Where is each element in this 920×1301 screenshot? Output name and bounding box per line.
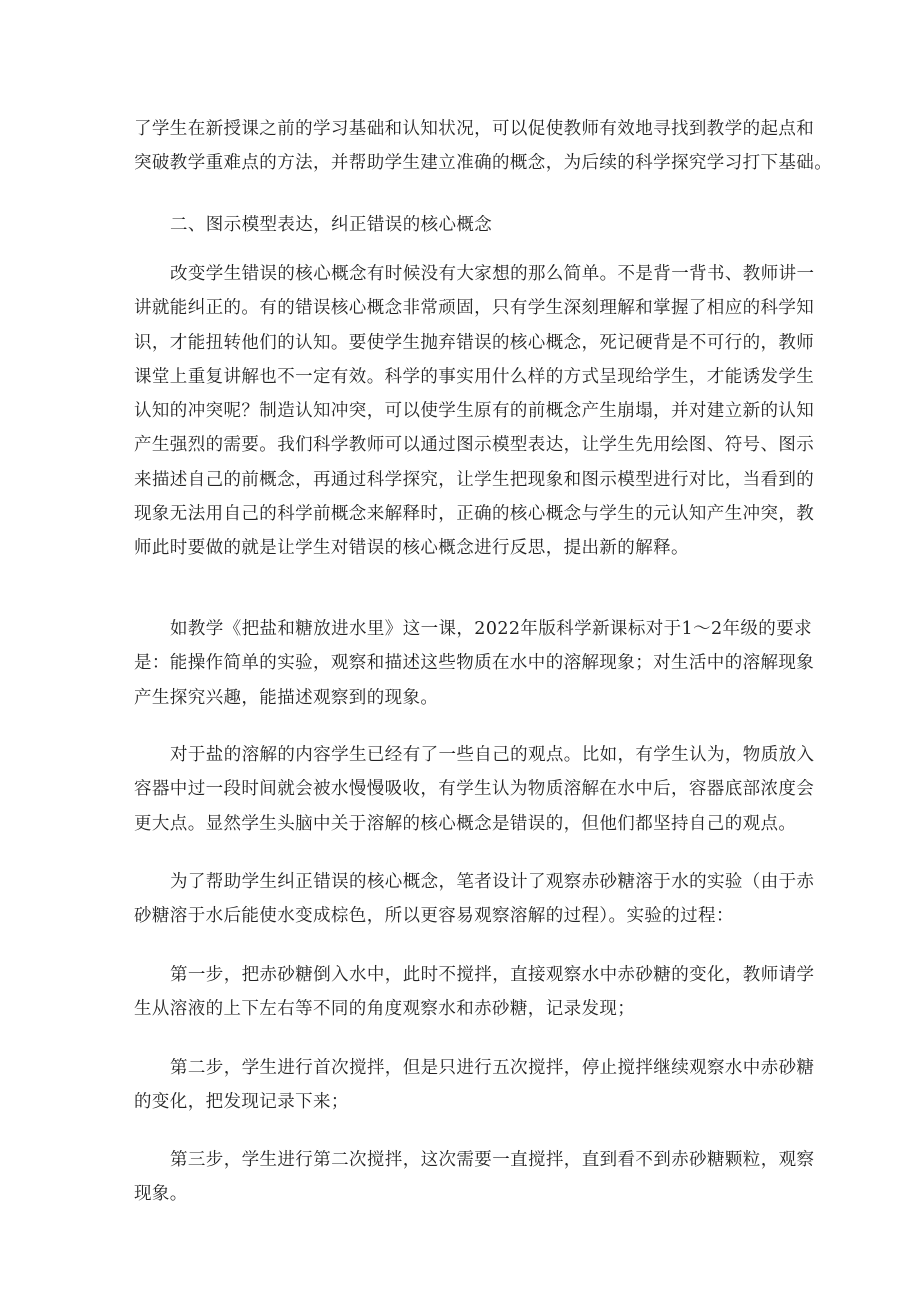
text-line: 是：能操作简单的实验，观察和描述这些物质在水中的溶解现象；对生活中的溶解现象 (134, 653, 815, 674)
text-line (134, 612, 813, 646)
paragraph-experiment-design (134, 865, 815, 934)
text-line: 来描述自己的前概念，再通过科学探究，让学生把现象和图示模型进行对比，当看到的 (134, 469, 815, 490)
text-line: 识，才能扭转他们的认知。要使学生抛弃错误的核心概念，死记硬背是不可行的，教师 (134, 332, 815, 353)
text-line: 认知的冲突呢？制造认知冲突，可以使学生原有的前概念产生崩塌，并对建立新的认知 (134, 401, 815, 422)
text-line: 更大点。显然学生头脑中关于溶解的核心概念是错误的，但他们都坚持自己的观点。 (134, 813, 797, 834)
text-line: 生从溶液的上下左右等不同的角度观察水和赤砂糖，记录发现； (134, 999, 636, 1020)
text-line-content: 对于盐的溶解的内容学生已经有了一些自己的观点。比如，有学生认为，物质放入 (170, 745, 815, 765)
text-line-content: 第一步，把赤砂糖倒入水中，此时不搅拌，直接观察水中赤砂糖的变化，教师请学 (170, 965, 815, 985)
text-line (134, 865, 815, 899)
text-line: 讲就能纠正的。有的错误核心概念非常顽固，只有学生深刻理解和掌握了相应的科学知 (134, 298, 815, 319)
text-line: 课堂上重复讲解也不一定有效。科学的事实用什么样的方式呈现给学生，才能诱发学生 (134, 366, 815, 387)
text-line (134, 1051, 815, 1085)
text-line: 容器中过一段时间就会被水慢慢吸收，有学生认为物质溶解在水中后，容器底部浓度会 (134, 779, 815, 800)
paragraph-lesson-example (134, 612, 815, 715)
text-line (134, 958, 815, 992)
text-line-content: 第二步，学生进行首次搅拌，但是只进行五次搅拌，停止搅拌继续观察水中赤砂糖 (170, 1058, 815, 1078)
text-line: 现象无法用自己的科学前概念来解释时，正确的核心概念与学生的元认知产生冲突，教 (134, 504, 815, 525)
text-line-content: 如教学《把盐和糖放进水里》这一课，2022年版科学新课标对于1～2年级的要求 (170, 619, 813, 639)
text-line (134, 1143, 815, 1177)
text-line: 产生强烈的需要。我们科学教师可以通过图示模型表达，让学生先用绘图、符号、图示 (134, 435, 815, 456)
text-line-content: 改变学生错误的核心概念有时候没有大家想的那么简单。不是背一背书、教师讲一 (170, 264, 815, 284)
paragraph-core-concept (134, 257, 815, 566)
paragraph-step-two (134, 1051, 815, 1120)
paragraph-continuation (134, 112, 833, 181)
text-line-content: 为了帮助学生纠正错误的核心概念，笔者设计了观察赤砂糖溶于水的实验（由于赤 (170, 872, 815, 892)
text-line: 了学生在新授课之前的学习基础和认知状况，可以促使教师有效地寻找到教学的起点和 (134, 119, 815, 139)
paragraph-step-one (134, 958, 815, 1027)
text-line: 突破教学重难点的方法，并帮助学生建立准确的概念，为后续的科学探究学习打下基础。 (134, 153, 833, 174)
text-line-content: 第三步，学生进行第二次搅拌，这次需要一直搅拌，直到看不到赤砂糖颗粒，观察 (170, 1150, 815, 1170)
paragraph-step-three (134, 1143, 815, 1212)
text-line (134, 738, 815, 772)
text-line: 师此时要做的就是让学生对错误的核心概念进行反思，提出新的解释。 (134, 538, 689, 559)
text-line: 产生探究兴趣，能描述观察到的现象。 (134, 687, 439, 708)
text-line: 的变化，把发现记录下来； (134, 1092, 349, 1113)
paragraph-student-views (134, 738, 815, 841)
text-line: 现象。 (134, 1184, 188, 1205)
text-line: 砂糖溶于水后能使水变成棕色，所以更容易观察溶解的过程）。实验的过程： (134, 906, 734, 927)
text-line (134, 257, 815, 291)
section-heading: 二、图示模型表达，纠正错误的核心概念 (170, 215, 493, 235)
